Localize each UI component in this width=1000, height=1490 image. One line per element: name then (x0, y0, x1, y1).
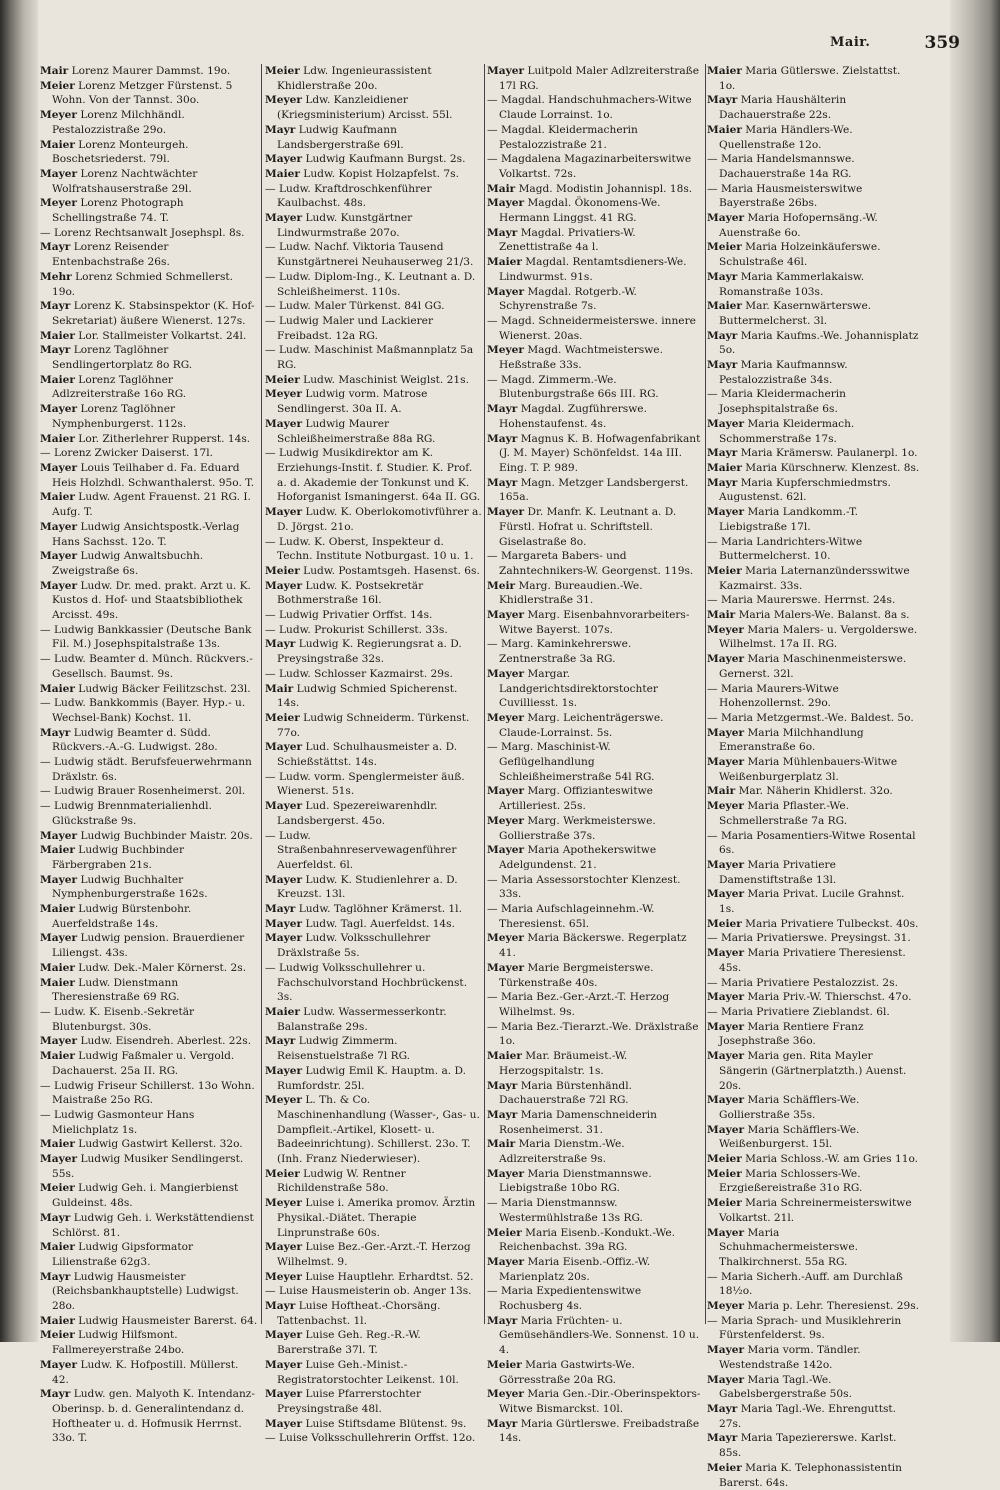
directory-entry: Mayr Maria Kammerlakaisw. Romanstraße 103s. (707, 270, 865, 298)
directory-entry: Mayr Magdal. Zugführerswe. Hohenstaufenst. 4s. (487, 403, 647, 430)
directory-entry: Mayer Marg. Eisenbahnvorarbeiters-Witwe Bayerst. 107s. (487, 609, 690, 636)
directory-entry: Mayer Ludw. K. Hofpostill. Müllerst. 42. (40, 1358, 239, 1386)
directory-entry: Mayer Ludwig Anwaltsbuchh. Zweigstraße 6s. (40, 550, 204, 577)
directory-entry: Mayer Maria Apothekerswitwe Adelgundenst. 21. (487, 844, 657, 871)
running-head: Mair. (830, 35, 871, 50)
directory-entry: Mayr Lorenz Reisender Entenbachstraße 26s. (40, 241, 170, 269)
directory-entry: Mayr Ludwig Zimmerm. Reisenstuelstraße 7l RG. (265, 1035, 411, 1063)
directory-entry: Mayr Maria Damenschneiderin Rosenheimerst. 31. (487, 1108, 657, 1136)
directory-entry: Maier Lorenz Monteurgeh. Boschetsriederst. 79l. (40, 138, 189, 166)
directory-entry: Mayer Maria gen. Rita Mayler Sängerin (Gärtnerplatzth.) Auenst. 20s. (707, 1050, 907, 1092)
directory-entry: Meyer Ldw. Kanzleidiener (Kriegsministerium) Arcisst. 55l. (265, 94, 453, 122)
directory-entry: — Ludwig Friseur Schillerst. 13o Wohn. Maistraße 25o RG. (40, 1079, 255, 1107)
directory-entry: Mayer Magdal. Ökonomens-We. Hermann Linggst. 41 RG. (487, 197, 661, 225)
directory-entry: Mayer Lud. Schulhausmeister a. D. Schießstättst. 14s. (265, 741, 458, 769)
directory-entry: Maier Ludwig Bäcker Feilitzschst. 23l. (40, 682, 251, 695)
directory-entry: Mayer Ludw. K. Oberlokomotivführer a. D. Jörgst. 21o. (265, 506, 482, 533)
directory-entry: — Lorenz Zwicker Daiserst. 17l. (40, 447, 213, 460)
directory-entry: — Ludw. Straßenbahnreservewagenführer Auerfeldst. 6l. (265, 829, 457, 871)
directory-entry: Maier Lor. Zitherlehrer Rupperst. 14s. (40, 432, 251, 445)
directory-entry: Mayr Maria Kupferschmiedmstrs. Augustenst. 62l. (707, 476, 891, 504)
directory-entry: — Magdalena Magazinarbeiterswitwe Volkartst. 72s. (487, 153, 692, 180)
directory-entry: Mair Maria Dienstm.-We. Adlzreiterstraße 9s. (487, 1138, 625, 1166)
directory-entry: Mayer Luise Geh.-Minist.-Registratorstochter Leikenst. 10l. (265, 1358, 459, 1386)
directory-entry: Meyer Lorenz Photograph Schellingstraße 74. T. (40, 197, 184, 225)
directory-entry: Meyer Ludwig vorm. Matrose Sendlingerst. 30a II. A. (265, 388, 428, 416)
directory-entry: Mayer Maria Schäfflers-We. Gollierstraße 35s. (707, 1094, 860, 1121)
directory-entry: Mayer Ludw. Kunstgärtner Lindwurmstraße 207o. (265, 212, 413, 239)
directory-entry: Meyer Maria Pflaster.-We. Schmellerstraße 7a RG. (707, 800, 850, 827)
directory-entry: — Ludwig städt. Berufsfeuerwehrmann Dräxlstr. 6s. (40, 756, 252, 783)
directory-entry: Mayr Maria Kaufmannsw. Pestalozzistraße 34s. (707, 359, 848, 386)
directory-entry: Meier Ludwig Hilfsmont. Fallmereyerstraße 24bo. (40, 1329, 185, 1357)
directory-entry: — Maria Assessorstochter Klenzest. 33s. (487, 873, 681, 901)
directory-entry: Maier Ludwig Faßmaler u. Vergold. Dachauerst. 25a II. RG. (40, 1050, 235, 1077)
directory-entry: — Ludwig Brauer Rosenheimerst. 20l. (40, 785, 246, 798)
directory-entry: Mair Maria Malers-We. Balanst. 8a s. (707, 609, 910, 622)
directory-entry: Mair Ludwig Schmied Spicherenst. 14s. (265, 682, 458, 710)
directory-entry: Meier Ludwig Schneiderm. Türkenst. 77o. (265, 711, 470, 739)
directory-entry: Mayer Ludw. Eisendreh. Aberlest. 22s. (40, 1035, 252, 1048)
directory-entry: Mayer Luitpold Maler Adlzreiterstraße 17l RG. (487, 65, 700, 92)
column-rule (261, 64, 262, 1324)
directory-entry: Mayr Ludw. gen. Malyoth K. Intendanz-Oberinsp. b. d. Generalintendanz d. Hoftheater u. d. Hofmusik Herrnst. 33o. T. (40, 1388, 255, 1445)
directory-entry: — Ludwig Gasmonteur Hans Mielichplatz 1s. (40, 1108, 195, 1136)
directory-entry: Mayer Maria Schäfflers-We. Weißenburgerst. 15l. (707, 1123, 860, 1151)
directory-entry: Mayer Lorenz Taglöhner Nymphenburgerst. 112s. (40, 403, 187, 430)
directory-entry: Mayer Margar. Landgerichtsdirektorstochter Cuvilliesst. 1s. (487, 667, 658, 710)
directory-entry: Mayr Magdal. Privatiers-W. Zenettistraße 4a l. (487, 226, 636, 254)
directory-entry: Mayer Ludwig Maurer Schleißheimerstraße 88a RG. (265, 417, 436, 445)
directory-entry: Mayr Ludwig Kaufmann Landsbergerstraße 69l. (265, 123, 404, 151)
directory-entry: — Maria Handelsmannswe. Dachauerstraße 14a RG. (707, 153, 855, 180)
directory-entry: Meier Maria Schlossers-We. Erzgießereistraße 31o RG. (707, 1167, 863, 1195)
directory-entry: Meyer Maria Malers- u. Vergolderswe. Wilhelmst. 17a II. RG. (707, 623, 918, 651)
directory-entry: — Maria Dienstmannsw. Westermühlstraße 13s RG. (487, 1197, 643, 1224)
directory-entry: Mayer Louis Teilhaber d. Fa. Eduard Heis Holzhdl. Schwanthalerst. 95o. T. (40, 461, 255, 489)
directory-entry: Mayer Ludw. K. Studienlehrer a. D. Kreuzst. 13l. (265, 873, 458, 901)
directory-entry: Mayer Ludwig Buchhalter Nymphenburgerstraße 162s. (40, 873, 208, 901)
directory-entry: Mayer Marie Bergmeisterswe. Türkenstraße 40s. (487, 961, 654, 989)
column-rule (484, 64, 485, 1324)
directory-entry: — Maria Hausmeisterswitwe Bayerstraße 26bs. (707, 182, 863, 210)
directory-entry: Mayer Ludwig Kaufmann Burgst. 2s. (265, 153, 466, 166)
directory-entry: Mayer Ludwig Musiker Sendlingerst. 55s. (40, 1153, 244, 1180)
directory-entry: Mayer Maria Landkomm.-T. Liebigstraße 17l. (707, 506, 859, 533)
directory-entry: Meier Maria Privatiere Tulbeckst. 40s. (707, 917, 919, 930)
directory-entry: — Ludwig Bankkassier (Deutsche Bank Fil. M.) Josephspitalstraße 13s. (40, 623, 252, 651)
directory-entry: — Ludw. Bankkommis (Bayer. Hyp.- u. Wechsel-Bank) Kochst. 1l. (40, 697, 246, 724)
directory-entry: — Maria Privatiere Zieblandst. 6l. (707, 1006, 890, 1018)
directory-entry: — Ludwig Musikdirektor am K. Erziehungs-Instit. f. Studier. K. Prof. a. d. Akademie der Tonkunst und K. Hoforganist Ismaningerst. 64a II. GG. (265, 447, 481, 504)
directory-column-3 (487, 64, 704, 1445)
directory-entry: Meyer Luise i. Amerika promov. Ärztin Physikal.-Diätet. Therapie Linprunstraße 60s. (265, 1197, 476, 1239)
directory-entry: Meier Maria Eisenb.-Kondukt.-We. Reichenbachst. 39a RG. (487, 1226, 675, 1254)
directory-entry: Mayer Luise Geh. Reg.-R.-W. Barerstraße 37l. T. (265, 1329, 421, 1357)
directory-entry: Meyer Magd. Wachtmeisterswe. Heßstraße 33s. (487, 344, 663, 372)
directory-entry: Mayer Ludw. Volksschullehrer Dräxlstraße 5s. (265, 932, 431, 960)
directory-entry: Meyer Maria Gen.-Dir.-Oberinspektors-Witwe Bismarckst. 10l. (487, 1388, 701, 1415)
directory-entry: Mayr Maria Krämersw. Paulanerpl. 1o. (707, 447, 918, 460)
directory-entry: Meir Marg. Bureaudien.-We. Khidlerstraße 31. (487, 579, 643, 607)
directory-entry: Mayer Ludwig pension. Brauerdiener Liliengst. 43s. (40, 932, 245, 960)
directory-entry: — Ludwig Privatier Orffst. 14s. (265, 609, 433, 622)
directory-entry: Meier Ludwig W. Rentner Richildenstraße 58o. (265, 1167, 406, 1195)
page-header (830, 33, 960, 55)
directory-entry: Mayer Maria Tagl.-We. Gabelsbergerstraße 50s. (707, 1373, 852, 1401)
directory-entry: Mayr Ludwig K. Regierungsrat a. D. Preysingstraße 32s. (265, 638, 462, 666)
directory-entry: — Maria Kleidermacherin Josephspitalstraße 6s. (707, 388, 846, 416)
directory-entry: — Maria Aufschlageinnehm.-W. Theresienst. 65l. (487, 903, 655, 930)
directory-entry: Meyer Marg. Werkmeisterswe. Gollierstraße 37s. (487, 814, 656, 842)
directory-entry: — Ludwig Volksschullehrer u. Fachschulvorstand Hochbrückenst. 3s. (265, 961, 468, 1004)
directory-entry: Maier Maria Händlers-We. Quellenstraße 12o. (707, 123, 853, 151)
directory-entry: Mayer Magdal. Rotgerb.-W. Schyrenstraße 7s. (487, 285, 637, 313)
directory-entry: Maier Ludwig Bürstenbohr. Auerfeldstraße 14s. (40, 903, 192, 930)
directory-entry: Meyer Maria Bäckerswe. Regerplatz 41. (487, 932, 687, 960)
page-edge-shadow (950, 0, 1000, 1342)
directory-entry: Mayer Ludwig Emil K. Hauptm. a. D. Rumfordstr. 25l. (265, 1064, 466, 1092)
directory-entry: — Ludwig Maler und Lackierer Freibadst. 12a RG. (265, 314, 434, 342)
directory-entry: Maier Lorenz Taglöhner Adlzreiterstraße 16o RG. (40, 373, 187, 401)
directory-entry: — Maria Sicherh.-Auff. am Durchlaß 18½o. (707, 1270, 903, 1298)
directory-entry: Maier Ludwig Gipsformator Lilienstraße 62g3. (40, 1241, 194, 1268)
directory-entry: Mayer Maria Dienstmannswe. Liebigstraße 10bo RG. (487, 1167, 652, 1195)
directory-entry: — Ludw. Prokurist Schillerst. 33s. (265, 623, 448, 636)
directory-entry: — Marg. Kaminkehrerswe. Zentnerstraße 3a RG. (487, 638, 632, 666)
directory-entry: — Ludw. Maler Türkenst. 84l GG. (265, 300, 445, 313)
directory-entry: — Maria Privatierswe. Preysingst. 31. (707, 932, 911, 945)
directory-entry: Meier Ludw. Maschinist Weiglst. 21s. (265, 373, 469, 386)
directory-entry: Mayer Ludw. Dr. med. prakt. Arzt u. K. Kustos d. Hof- und Staatsbibliothek Arcisst. 49s. (40, 579, 251, 622)
directory-entry: — Magd. Schneidermeisterswe. innere Wienerst. 20as. (487, 314, 696, 342)
directory-entry: Maier Maria Kürschnerw. Klenzest. 8s. (707, 461, 920, 474)
directory-entry: — Luise Volksschullehrerin Orffst. 12o. (265, 1432, 476, 1445)
directory-entry: Mayer Maria Privatiere Theresienst. 45s. (707, 947, 906, 974)
directory-entry: — Maria Bez.-Tierarzt.-We. Dräxlstraße 1o. (487, 1020, 699, 1048)
directory-entry: Mayer Maria Schuhmachermeisterswe. Thalkirchnerst. 55a RG. (707, 1226, 858, 1268)
directory-entry: Meier Ldw. Ingenieurassistent Khidlerstraße 20o. (265, 65, 432, 92)
directory-entry: — Ludw. Schlosser Kazmairst. 29s. (265, 667, 453, 680)
directory-entry: Maier Ludwig Hausmeister Barerst. 64. (40, 1314, 258, 1327)
directory-entry: Mayr Maria Tapeziererswe. Karlst. 85s. (707, 1432, 897, 1460)
directory-entry: — Maria Privatiere Pestalozzist. 2s. (707, 976, 898, 989)
directory-column-4 (707, 64, 920, 1489)
directory-entry: Mayr Ludwig Geh. i. Werkstättendienst Schlörst. 81. (40, 1211, 254, 1239)
directory-entry: Mayer Lud. Spezereiwarenhdlr. Landsbergerst. 45o. (265, 800, 438, 827)
directory-entry: Maier Lor. Stallmeister Volkartst. 24l. (40, 329, 247, 342)
directory-column-1 (40, 64, 258, 1445)
directory-entry: Meier Maria Schloss.-W. am Gries 11o. (707, 1153, 919, 1166)
directory-entry: Mair Magd. Modistin Johannispl. 18s. (487, 182, 693, 195)
directory-entry: Mehr Lorenz Schmied Schmellerst. 19o. (40, 270, 234, 298)
directory-entry: Meier Lorenz Metzger Fürstenst. 5 Wohn. Von der Tannst. 30o. (40, 79, 233, 107)
directory-entry: Mayr Ludwig Beamter d. Südd. Rückvers.-A.-G. Ludwigst. 28o. (40, 726, 218, 754)
directory-entry: Mayr Ludwig Hausmeister (Reichsbankhauptstelle) Ludwigst. 28o. (40, 1270, 239, 1313)
directory-entry: Maier Ludw. Dienstmann Theresienstraße 69 RG. (40, 976, 180, 1004)
directory-entry: Mayer Maria Milchhandlung Emeranstraße 6o. (707, 726, 864, 754)
directory-entry: Meier Maria Laternanzündersswitwe Kazmairst. 33s. (707, 564, 910, 592)
directory-entry: — Magdal. Handschuhmachers-Witwe Claude Lorrainst. 1o. (487, 94, 692, 122)
book-spine-shadow (0, 0, 38, 1342)
directory-entry: Mayer Marg. Offizianteswitwe Artilleriest. 25s. (487, 785, 653, 813)
directory-entry: Meier Maria Holzeinkäuferswe. Schulstraße 46l. (707, 241, 881, 269)
directory-entry: Meyer Lorenz Milchhändl. Pestalozzistraße 29o. (40, 109, 185, 136)
directory-entry: — Maria Maurers-Witwe Hohenzollernst. 29o. (707, 682, 839, 710)
directory-entry: — Ludw. vorm. Spenglermeister äuß. Wienerst. 51s. (265, 770, 465, 798)
directory-entry: Mayr Magnus K. B. Hofwagenfabrikant (J. M. Mayer) Schönfeldst. 14a III. Eing. T. P. 989. (487, 432, 701, 474)
directory-entry: Mair Lorenz Maurer Dammst. 19o. (40, 65, 231, 77)
directory-entry: Mayr Lorenz Taglöhner Sendlingertorplatz 8o RG. (40, 344, 193, 372)
directory-entry: Mayer Maria Privatiere Damenstiftstraße 13l. (707, 858, 837, 886)
directory-entry: — Ludw. Kraftdroschkenführer Kaulbachst. 48s. (265, 182, 432, 210)
directory-entry: Mayer Luise Stiftsdame Blütenst. 9s. (265, 1417, 467, 1430)
directory-entry: Mayer Maria Rentiere Franz Josephstraße 36o. (707, 1020, 864, 1048)
column-rule (705, 64, 706, 1324)
directory-entry: — Ludw. K. Oberst, Inspekteur d. Techn. Institute Notburgast. 10 u. 1. (265, 535, 474, 563)
page-number: 359 (924, 33, 960, 53)
directory-entry: Mair Mar. Näherin Khidlerst. 32o. (707, 785, 893, 798)
directory-entry: — Maria Expedientenswitwe Rochusberg 4s. (487, 1285, 642, 1313)
directory-entry: Mayr Maria Gürtlerswe. Freibadstraße 14s. (487, 1417, 700, 1445)
directory-entry: Mayr Magn. Metzger Landsbergerst. 165a. (487, 476, 689, 504)
directory-entry: — Ludw. Nachf. Viktoria Tausend Kunstgärtnerei Neuhauserweg 21/3. (265, 241, 474, 269)
directory-entry: Mayer Luise Pfarrerstochter Preysingstraße 48l. (265, 1388, 422, 1415)
directory-entry: Maier Maria Gütlerswe. Zielstattst. 1o. (707, 65, 901, 92)
directory-entry: Maier Magdal. Rentamtsdieners-We. Lindwurmst. 91s. (487, 256, 687, 283)
directory-entry: Maier Ludwig Gastwirt Kellerst. 32o. (40, 1138, 243, 1151)
directory-column-2 (265, 64, 482, 1445)
directory-entry: Maier Ludw. Kopist Holzapfelst. 7s. (265, 167, 459, 180)
directory-entry: — Ludw. Diplom-Ing., K. Leutnant a. D. Schleißheimerst. 110s. (265, 270, 476, 298)
directory-entry: Mayer Maria Privat. Lucile Grahnst. 1s. (707, 888, 905, 916)
directory-entry: — Maria Maurerswe. Herrnst. 24s. (707, 594, 896, 607)
directory-entry: — Lorenz Rechtsanwalt Josephspl. 8s. (40, 226, 245, 239)
directory-entry: Meier Maria K. Telephonassistentin Barerst. 64s. (707, 1461, 902, 1489)
directory-entry: Mayr Maria Tagl.-We. Ehrenguttst. 27s. (707, 1402, 897, 1430)
directory-entry: Mayr Maria Kaufms.-We. Johannisplatz 5o. (707, 329, 919, 357)
directory-entry: Mayr Maria Früchten- u. Gemüsehändlers-We. Sonnenst. 10 u. 4. (487, 1314, 700, 1357)
directory-entry: — Luise Hausmeisterin ob. Anger 13s. (265, 1285, 472, 1298)
directory-entry: — Margareta Babers- und Zahntechnikers-W. Georgenst. 119s. (487, 550, 694, 577)
directory-entry: Mayer Lorenz Nachtwächter Wolfratshauserstraße 29l. (40, 167, 198, 195)
directory-entry: Mayer Maria Maschinenmeisterswe. Gernerst. 32l. (707, 653, 907, 680)
directory-entry: — Maria Metzgermst.-We. Baldest. 5o. (707, 711, 914, 724)
directory-entry: Mayr Maria Bürstenhändl. Dachauerstraße 72l RG. (487, 1079, 632, 1107)
directory-entry: Mayer Maria Mühlenbauers-Witwe Weißenburgerplatz 3l. (707, 756, 898, 783)
directory-entry: Maier Mar. Bräumeist.-W. Herzogspitalstr. 1s. (487, 1050, 628, 1077)
directory-entry: Meyer Maria p. Lehr. Theresienst. 29s. (707, 1300, 920, 1313)
directory-entry: Mayer Maria Kleidermach. Schommerstraße 17s. (707, 417, 855, 445)
directory-entry: Mayer Dr. Manfr. K. Leutnant a. D. Fürstl. Hofrat u. Schriftstell. Giselastraße 8o. (487, 506, 677, 548)
directory-entry: Meyer Luise Hauptlehr. Erhardtst. 52. (265, 1270, 474, 1283)
directory-entry: Mayr Luise Hoftheat.-Chorsäng. Tattenbachst. 1l. (265, 1300, 441, 1327)
directory-entry: — Marg. Maschinist-W. Geflügelhandlung Schleißheimerstraße 54l RG. (487, 741, 655, 783)
directory-entry: Maier Ludw. Wassermesserkontr. Balanstraße 29s. (265, 1006, 447, 1033)
directory-entry: Mayer Ludw. Tagl. Auerfeldst. 14s. (265, 917, 455, 930)
directory-entry: Maier Ludw. Agent Frauenst. 21 RG. I. Aufg. T. (40, 491, 251, 519)
directory-entry: Mayer Ludwig Ansichtspostk.-Verlag Hans Sachsst. 12o. T. (40, 520, 240, 548)
directory-entry: Mayr Ludw. Taglöhner Krämerst. 1l. (265, 903, 462, 916)
directory-entry: Mayer Ludwig Buchbinder Maistr. 20s. (40, 829, 253, 842)
directory-entry: — Magdal. Kleidermacherin Pestalozzistraße 21. (487, 123, 638, 151)
directory-entry: Meier Ludwig Geh. i. Mangierbienst Guldeinst. 48s. (40, 1182, 239, 1210)
directory-entry: Maier Ludwig Buchbinder Färbergraben 21s. (40, 844, 185, 871)
directory-entry: Mayer Maria Hofopernsäng.-W. Auenstraße 6o. (707, 212, 878, 239)
directory-entry: Maier Ludw. Dek.-Maler Körnerst. 2s. (40, 961, 247, 974)
directory-entry: — Maria Sprach- und Musiklehrerin Fürstenfelderst. 9s. (707, 1314, 902, 1342)
directory-entry: Mayr Lorenz K. Stabsinspektor (K. Hof-Sekretariat) äußere Wienerst. 127s. (40, 300, 255, 327)
directory-entry: Mayr Maria Haushälterin Dachauerstraße 22s. (707, 94, 847, 122)
directory-entry: Mayer Maria vorm. Tändler. Westendstraße 142o. (707, 1344, 861, 1371)
directory-entry: Meier Maria Gastwirts-We. Görresstraße 20a RG. (487, 1358, 635, 1386)
directory-entry: Meier Maria Schreinermeisterswitwe Volkartst. 21l. (707, 1197, 912, 1224)
directory-entry: — Maria Bez.-Ger.-Arzt.-T. Herzog Wilhelmst. 9s. (487, 991, 670, 1018)
directory-entry: — Magd. Zimmerm.-We. Blutenburgstraße 66s III. RG. (487, 373, 659, 401)
directory-entry: — Ludwig Brennmaterialienhdl. Glückstraße 9s. (40, 800, 212, 827)
directory-entry: Mayer Maria Eisenb.-Offiz.-W. Marienplatz 20s. (487, 1255, 651, 1283)
directory-entry: — Ludw. Maschinist Maßmannplatz 5a RG. (265, 344, 474, 372)
directory-entry: Mayer Luise Bez.-Ger.-Arzt.-T. Herzog Wilhelmst. 9. (265, 1241, 471, 1268)
directory-entry: Meyer Marg. Leichenträgerswe. Claude-Lorrainst. 5s. (487, 711, 664, 739)
directory-entry: — Ludw. Beamter d. Münch. Rückvers.-Gesellsch. Baumst. 9s. (40, 653, 253, 680)
directory-entry: Meier Ludw. Postamtsgeh. Hasenst. 6s. (265, 564, 480, 577)
directory-entry: — Ludw. K. Eisenb.-Sekretär Blutenburgst. 30s. (40, 1006, 195, 1033)
directory-entry: Mayer Ludw. K. Postsekretär Bothmerstraße 16l. (265, 579, 424, 607)
directory-entry: — Maria Posamentiers-Witwe Rosental 6s. (707, 829, 916, 857)
directory-entry: Maier Mar. Kasernwärterswe. Buttermelcherst. 3l. (707, 300, 872, 327)
directory-entry: Mayer Maria Priv.-W. Thierschst. 47o. (707, 991, 912, 1004)
directory-entry: — Maria Landrichters-Witwe Buttermelcherst. 10. (707, 535, 863, 563)
directory-entry: Meyer L. Th. & Co. Maschinenhandlung (Wasser-, Gas- u. Dampfleit.-Artikel, Klosett- u. Badeeinrichtung). Schillerst. 23o. T. (Inh. Franz Niederwieser). (265, 1094, 480, 1166)
